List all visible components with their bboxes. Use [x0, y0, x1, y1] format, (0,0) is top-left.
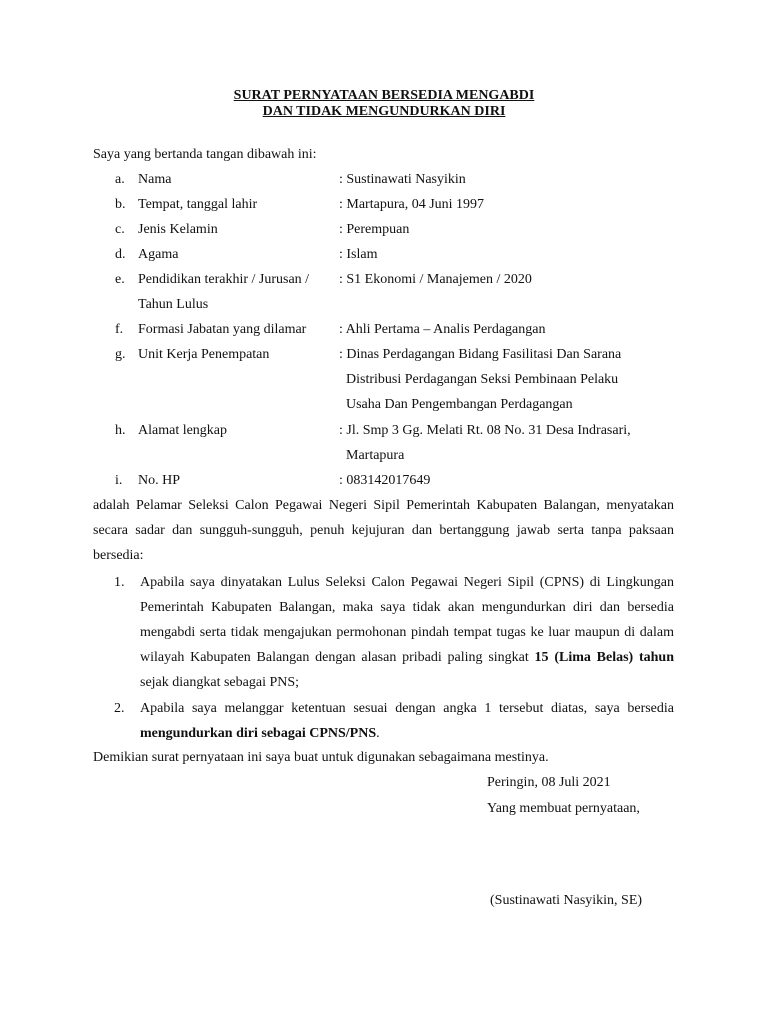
field-label-ttl: Tempat, tanggal lahir: [138, 197, 258, 212]
field-value-unit: : Dinas Perdagangan Bidang Fasilitasi Dan Sarana: [339, 347, 622, 362]
field-value-gender: : Perempuan: [339, 222, 410, 237]
document-title-line2: DAN TIDAK MENGUNDURKAN DIRI: [262, 104, 506, 119]
document-title-line1: SURAT PERNYATAAN BERSEDIA MENGABDI: [233, 88, 535, 103]
field-letter: i.: [115, 473, 123, 488]
field-letter: b.: [115, 197, 126, 212]
field-value-ttl: : Martapura, 04 Juni 1997: [339, 197, 485, 212]
field-label-gender: Jenis Kelamin: [138, 222, 218, 237]
intro-text: Saya yang bertanda tangan dibawah ini:: [93, 147, 317, 162]
field-label-hp: No. HP: [138, 473, 181, 488]
point-2-body: Apabila saya melanggar ketentuan sesuai dengan angka 1 tersebut diatas, saya bersedia: [140, 701, 674, 716]
point-2-emphasis: mengundurkan diri sebagai CPNS/PNS: [140, 726, 377, 741]
point-1-end: sejak diangkat sebagai PNS;: [140, 675, 300, 690]
field-letter: h.: [115, 423, 126, 438]
signer-name: (Sustinawati Nasyikin, SE): [490, 893, 643, 908]
field-letter: e.: [115, 272, 125, 287]
point-2-end: .: [376, 726, 380, 741]
statement-paragraph: adalah Pelamar Seleksi Calon Pegawai Negeri Sipil Pemerintah Kabupaten Balangan, menyatakan secara sadar dan sungguh-sungguh, penuh kejujuran dan bertanggung jawab serta tanpa paksaan bersedia:: [93, 498, 674, 563]
field-value-unit-cont: Distribusi Perdagangan Seksi Pembinaan Pelaku: [346, 372, 619, 387]
point-1-emphasis: 15 (Lima Belas) tahun: [534, 650, 675, 665]
field-value-alamat: : Jl. Smp 3 Gg. Melati Rt. 08 No. 31 Desa Indrasari,: [339, 423, 631, 438]
field-value-formasi: : Ahli Pertama – Analis Perdagangan: [339, 322, 546, 337]
field-value-agama: : Islam: [339, 247, 378, 262]
field-value-nama: : Sustinawati Nasyikin: [339, 172, 466, 187]
field-label-pendidikan-cont: Tahun Lulus: [138, 297, 209, 312]
field-letter: d.: [115, 247, 126, 262]
field-label-formasi: Formasi Jabatan yang dilamar: [138, 322, 307, 337]
point-1-text: [140, 570, 674, 695]
field-letter: f.: [115, 322, 124, 337]
point-number: 1.: [114, 575, 125, 590]
field-value-pendidikan: : S1 Ekonomi / Manajemen / 2020: [339, 272, 532, 287]
closing-text: Demikian surat pernyataan ini saya buat untuk digunakan sebagaimana mestinya.: [93, 750, 549, 765]
point-2-text: [140, 696, 674, 746]
field-label-nama: Nama: [138, 172, 172, 187]
field-label-pendidikan: Pendidikan terakhir / Jurusan /: [138, 272, 310, 287]
field-value-alamat-cont: Martapura: [346, 448, 405, 463]
field-value-hp: : 083142017649: [339, 473, 431, 488]
point-1-body: Apabila saya dinyatakan Lulus Seleksi Calon Pegawai Negeri Sipil (CPNS) di Lingkungan Pemerintah Kabupaten Balangan, maka saya tidak akan mengundurkan diri dan bersedia mengabdi serta tidak mengajukan permohonan pindah tempat tugas ke luar maupun di dalam wilayah Kabupaten Balangan dengan alasan pribadi paling singkat: [140, 575, 674, 665]
field-label-unit: Unit Kerja Penempatan: [138, 347, 270, 362]
point-number: 2.: [114, 701, 125, 716]
place-date: Peringin, 08 Juli 2021: [487, 775, 611, 790]
field-value-unit-cont: Usaha Dan Pengembangan Perdagangan: [346, 397, 573, 412]
field-label-alamat: Alamat lengkap: [138, 423, 228, 438]
field-label-agama: Agama: [138, 247, 179, 262]
signer-caption: Yang membuat pernyataan,: [487, 801, 640, 816]
field-letter: a.: [115, 172, 125, 187]
field-letter: c.: [115, 222, 125, 237]
field-letter: g.: [115, 347, 126, 362]
